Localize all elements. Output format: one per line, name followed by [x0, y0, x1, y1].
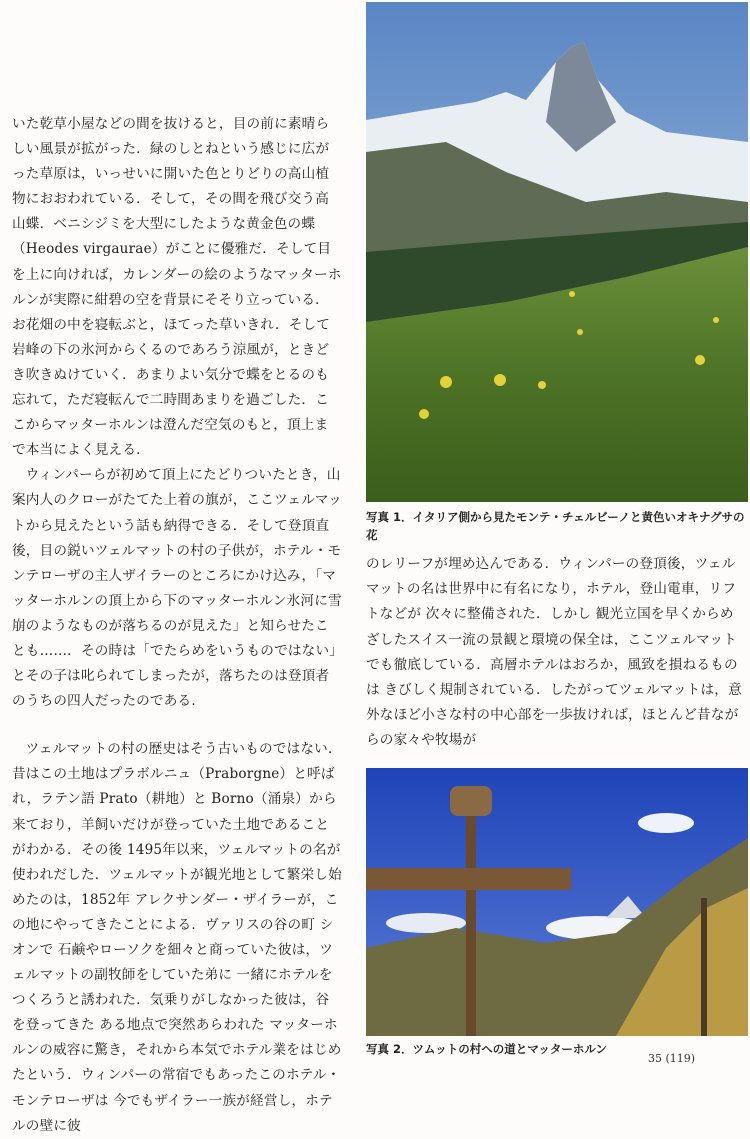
photo-1-caption: 写真 1．イタリア側から見たモンテ・チェルビーノと黄色いオキナグサの花 [366, 510, 745, 542]
photo-2-caption: 写真 2．ツムットの村への道とマッターホルン [366, 1042, 608, 1056]
paragraph: いた乾草小屋などの間を抜けると，目の前に素晴らしい風景が拡がった．緑のしとねという感じに広がった草原は，いっせいに開いた色とりどりの高山植物におおわれている．そして，その間を飛び交う高山蝶．ベニシジミを大型にしたような黄金色の蝶（Heodes virgaurae）がことに優雅だ．そして目を上に向ければ，カレンダーの絵のようなマッターホルンが実際に紺碧の空を背景にそそり立っている．お花畑の中を寝転ぶと，ほてった草いきれ．そして岩峰の下の氷河からくるのであろう涼風が，ときどき吹きぬけていく．あまりよい気分で蝶をとるのも忘れて，ただ寝転んで二時間あまりを過ごした．ここからマッターホルンは澄んだ空気のもと，頂上まで本当によく見える． [12, 116, 342, 459]
paragraph: ツェルマットの村の歴史はそう古いものではない．昔はこの土地はプラボルニュ（Praborgne）と呼ばれ，ラテン語 Prato（耕地）と Borno（涌泉）から来ており，羊飼いだけが登っていた土地であることがわかる．その後 1495年以来，ツェルマットの名が使われだした．ツェルマットが観光地として繁栄し始めたのは，1852年 アレクサンダー・ザイラーが，この地にやってきたことによる．ヴァリスの谷の町 シオンで 石鹸やローソクを細々と商っていた彼は，ツェルマットの副牧師をしていた弟に 一緒にホテルをつくろうと誘われた．気乗りがしなかった彼は，谷を登ってきた ある地点で突然あらわれた マッターホルンの威容に驚き，それから本気でホテル業をはじめたという．ウィンパーの常宿でもあったこのホテル・モンテローザは 今でもザイラー一族が経営し，ホテルの壁に彼 [12, 741, 342, 1134]
left-text-column [12, 112, 342, 1139]
paragraph: ウィンパーらが初めて頂上にたどりついたとき，山案内人のクローがたてた上着の旗が，ここツェルマットから見えたという話も納得できる．そして登頂直後，目の鋭いツェルマットの村の子供が，ホテル・モンテローザの主人ザイラーのところにかけ込み，「マッターホルンの頂上から下のマッターホルン氷河に雪崩のようなものが落ちるのが見えた」と知らせたことも……．その時は「でたらめをいうものではない」とその子は叱られてしまったが，落ちたのは登頂者のうちの四人だったのである． [12, 467, 342, 710]
page-number: 35 (119) [648, 1052, 696, 1065]
right-text-column [366, 552, 746, 754]
photo-2 [366, 768, 748, 1036]
paragraph: のレリーフが埋め込んである．ウィンパーの登頂後，ツェルマットの名は世界中に有名になり，ホテル，登山電車，リフトなどが 次々に整備された．しかし 観光立国を早くからめざしたスイス一流の景観と環境の保全は，ここツェルマットでも徹底している．高層ホテルはおろか，風致を損ねるものは きびしく規制されている．したがってツェルマットは，意外なほど小さな村の中心部を一歩抜ければ，ほとんど昔ながらの家々や牧場が [366, 556, 742, 749]
photo-1 [366, 2, 748, 502]
